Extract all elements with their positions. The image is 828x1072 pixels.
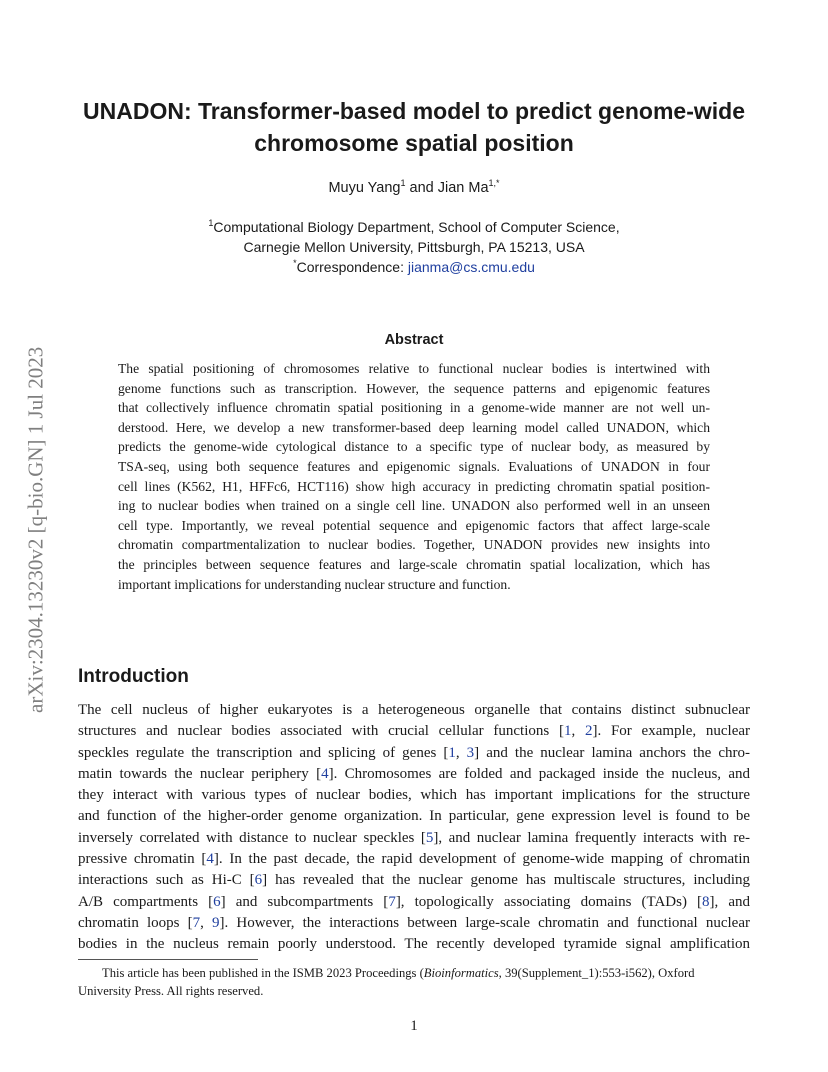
citation-link[interactable]: 7 <box>388 893 396 910</box>
paper-title <box>70 95 758 159</box>
text-run: ], topologically associating domains (TADs) [ <box>395 893 703 910</box>
text-run: ] and the nuclear lamina anchors the chro- <box>474 744 750 761</box>
abstract-line: cell type. Importantly, we reveal potential sequence and epigenomic factors that affect large-scale <box>118 517 710 533</box>
citation-link[interactable]: 1 <box>448 744 456 761</box>
text-run: pressive chromatin [ <box>78 851 207 868</box>
title-line: chromosome spatial position <box>254 130 574 156</box>
abstract-line: cell lines (K562, H1, HFFc6, HCT116) show high accuracy in predicting chromatin spatial position- <box>118 478 710 494</box>
correspondence-line <box>0 257 828 277</box>
abstract-line: important implications for understanding nuclear structure and function. <box>118 576 511 592</box>
citation-link[interactable]: 7 <box>192 914 201 931</box>
citation-link[interactable]: 8 <box>702 893 710 910</box>
paragraph-line <box>78 764 750 785</box>
text-run: bodies in the nucleus remain poorly understood. The recently developed tyramide signal amplification <box>78 936 750 953</box>
footnote-rule <box>78 959 258 960</box>
introduction-body <box>78 700 750 956</box>
text-run: The cell nucleus of higher eukaryotes is a heterogeneous organelle that contains distinct subnuclear <box>78 702 750 718</box>
abstract-line: that collectively influence chromatin spatial positioning in a genome-wide manner are not well un- <box>118 400 710 416</box>
text-run: , <box>200 914 212 931</box>
citation-link[interactable]: 9 <box>211 914 220 931</box>
paragraph-line <box>78 721 750 742</box>
text-run: inversely correlated with distance to nuclear speckles [ <box>78 829 426 846</box>
page-number: 1 <box>410 1018 418 1034</box>
citation-link[interactable]: 5 <box>425 829 434 846</box>
abstract-line: genome functions such as transcription. However, the sequence patterns and epigenomic features <box>118 380 710 396</box>
author-name: Jian Ma <box>437 180 489 196</box>
citation-link[interactable]: 4 <box>321 765 329 782</box>
author-name: Muyu Yang <box>328 180 401 196</box>
footnote-line: University Press. All rights reserved. <box>78 984 264 998</box>
text-run: ] has revealed that the nuclear genome has multiscale structures, including <box>262 872 751 889</box>
citation-link[interactable]: 2 <box>584 723 593 740</box>
text-run: ]. Chromosomes are folded and packaged inside the nucleus, and <box>328 765 750 782</box>
text-run: speckles regulate the transcription and splicing of genes [ <box>78 744 449 761</box>
paragraph-line <box>78 892 750 913</box>
text-run: ]. In the past decade, the rapid development of genome-wide mapping of chromatin <box>213 851 750 868</box>
text-run: structures and nuclear bodies associated with crucial cellular functions [ <box>78 723 564 740</box>
text-run: ] and subcompartments [ <box>220 893 389 910</box>
text-run: ]. However, the interactions between large-scale chromatin and functional nuclear <box>219 914 750 931</box>
text-run: chromatin loops [ <box>78 914 193 931</box>
correspondence-label: Correspondence: <box>296 259 408 275</box>
title-line: UNADON: Transformer-based model to predict genome-wide <box>83 98 745 124</box>
abstract-line: The spatial positioning of chromosomes relative to functional nuclear bodies is intertwined with <box>118 361 710 376</box>
affiliation-marker: 1 <box>400 178 406 188</box>
paragraph-line <box>78 913 750 934</box>
paragraph-line <box>78 806 750 827</box>
text-run: ], and nuclear lamina frequently interacts with re- <box>433 829 750 846</box>
correspondence-marker: * <box>293 258 297 268</box>
text-run: matin towards the nuclear periphery [ <box>78 765 322 782</box>
paragraph-line <box>78 743 750 764</box>
abstract-line: predicts the genome-wide cytological distance to a specific type of nuclear body, as measured by <box>118 439 710 455</box>
abstract-line: derstood. Here, we develop a new transformer-based deep learning model called UNADON, which <box>118 419 710 435</box>
citation-link[interactable]: 4 <box>206 851 214 868</box>
author-conjunction: and <box>405 180 438 196</box>
abstract-line: the principles between sequence features and large-scale chromatin spatial localization, which has <box>118 556 710 572</box>
affiliation-marker: 1,* <box>488 178 500 188</box>
abstract-line: ing to nuclear bodies when trained on a single cell line. UNADON also performed well in an unseen <box>118 498 710 514</box>
abstract-line: chromatin compartmentalization to nuclear bodies. Together, UNADON provides new insights into <box>118 537 710 553</box>
text-run: , <box>571 723 585 740</box>
citation-link[interactable]: 6 <box>254 872 263 889</box>
email-link[interactable]: jianma@cs.cmu.edu <box>407 259 535 275</box>
text-run: ]. For example, nuclear <box>592 723 751 740</box>
affiliation-block <box>0 217 828 277</box>
text-run: , <box>455 744 467 761</box>
author-list <box>0 180 828 196</box>
arxiv-stamp: arXiv:2304.13230v2 [q-bio.GN] 1 Jul 2023 <box>23 346 48 714</box>
affiliation-line: Carnegie Mellon University, Pittsburgh, PA 15213, USA <box>243 239 585 255</box>
abstract-body <box>118 359 710 594</box>
text-run: interactions such as Hi-C [ <box>78 872 255 889</box>
affiliation-marker: 1 <box>208 218 214 228</box>
text-run: and function of the higher-order genome organization. In particular, gene expression level is found to be <box>78 808 750 825</box>
paragraph-line <box>78 700 750 721</box>
journal-name: Bioinformatics <box>423 966 499 980</box>
citation-link[interactable]: 6 <box>213 893 221 910</box>
text-run: A/B compartments [ <box>78 893 214 910</box>
paragraph-line <box>78 785 750 806</box>
citation-link[interactable]: 1 <box>563 723 572 740</box>
citation-link[interactable]: 3 <box>466 744 475 761</box>
abstract-line: TSA-seq, using both sequence features and epigenomic signals. Evaluations of UNADON in four <box>118 458 710 474</box>
paragraph-line <box>78 828 750 849</box>
abstract-heading: Abstract <box>384 332 444 348</box>
footnote-line: This article has been published in the ISMB 2023 Proceedings (Bioinformatics, 39(Supplement_1):553-i562), Oxford <box>102 966 695 980</box>
paragraph-line <box>78 849 750 870</box>
paragraph-line <box>78 870 750 891</box>
affiliation-line: $^1$Computational Biology Department, School of Computer Science, <box>208 218 620 235</box>
section-heading-introduction: Introduction <box>78 666 189 687</box>
text-run: ], and <box>709 893 750 910</box>
footnote <box>78 964 750 1000</box>
paragraph-line <box>78 934 750 955</box>
text-run: they interact with various types of nuclear bodies, which has important implications for the structure <box>78 787 750 804</box>
